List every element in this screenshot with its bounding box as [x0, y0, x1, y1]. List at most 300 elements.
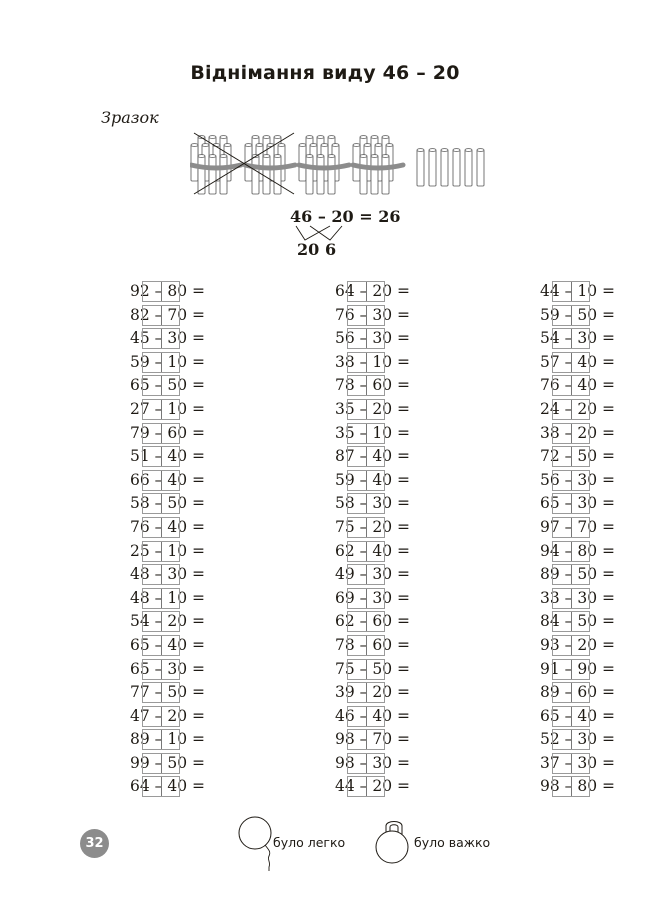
- answer-cell-tens[interactable]: [143, 565, 161, 584]
- answer-cell-tens[interactable]: [553, 565, 571, 584]
- answer-cell-ones[interactable]: [366, 754, 385, 773]
- answer-cell-tens[interactable]: [348, 353, 366, 372]
- answer-cell-tens[interactable]: [143, 777, 161, 796]
- exercise-expression: 62 – 40 =: [335, 541, 410, 560]
- sample-equation: 46 – 20 = 26: [290, 207, 401, 226]
- answer-cell-ones[interactable]: [571, 329, 590, 348]
- answer-boxes[interactable]: [142, 399, 180, 420]
- answer-cell-tens[interactable]: [143, 494, 161, 513]
- hard-label: було важко: [414, 835, 491, 850]
- answer-cell-ones[interactable]: [161, 542, 180, 561]
- answer-cell-ones[interactable]: [571, 306, 590, 325]
- exercise-expression: 44 – 20 =: [335, 777, 410, 796]
- answer-boxes[interactable]: [347, 753, 385, 774]
- answer-cell-tens[interactable]: [553, 471, 571, 490]
- answer-cell-tens[interactable]: [553, 754, 571, 773]
- answer-cell-tens[interactable]: [553, 494, 571, 513]
- answer-cell-ones[interactable]: [571, 777, 590, 796]
- exercise-expression: 76 – 40 =: [540, 376, 615, 395]
- answer-boxes[interactable]: [347, 281, 385, 302]
- answer-cell-ones[interactable]: [161, 707, 180, 726]
- answer-boxes[interactable]: [142, 706, 180, 727]
- exercise-row: [262, 564, 462, 588]
- balloon-icon[interactable]: [238, 815, 278, 879]
- answer-cell-ones[interactable]: [571, 400, 590, 419]
- answer-cell-tens[interactable]: [348, 494, 366, 513]
- exercise-column-2: [262, 281, 462, 800]
- answer-boxes[interactable]: [552, 446, 590, 467]
- answer-cell-ones[interactable]: [366, 329, 385, 348]
- exercise-expression: 56 – 30 =: [540, 470, 615, 489]
- answer-boxes[interactable]: [142, 611, 180, 632]
- answer-cell-tens[interactable]: [143, 376, 161, 395]
- page-title: Віднімання виду 46 – 20: [190, 62, 460, 84]
- single-stick: [429, 149, 436, 186]
- answer-boxes[interactable]: [347, 706, 385, 727]
- answer-cell-tens[interactable]: [143, 589, 161, 608]
- exercise-row: [57, 776, 257, 800]
- answer-cell-ones[interactable]: [571, 282, 590, 301]
- answer-cell-ones[interactable]: [366, 777, 385, 796]
- answer-cell-ones[interactable]: [366, 400, 385, 419]
- answer-boxes[interactable]: [347, 611, 385, 632]
- exercise-expression: 58 – 30 =: [335, 494, 410, 513]
- answer-cell-tens[interactable]: [143, 542, 161, 561]
- bundle-of-ten: [191, 136, 241, 194]
- exercise-row: [262, 611, 462, 635]
- exercise-row: [57, 446, 257, 470]
- answer-cell-ones[interactable]: [161, 683, 180, 702]
- answer-cell-ones[interactable]: [366, 612, 385, 631]
- answer-boxes[interactable]: [142, 328, 180, 349]
- exercise-expression: 84 – 50 =: [540, 612, 615, 631]
- answer-boxes[interactable]: [142, 588, 180, 609]
- answer-cell-ones[interactable]: [366, 306, 385, 325]
- answer-cell-tens[interactable]: [143, 730, 161, 749]
- exercise-expression: 49 – 30 =: [335, 565, 410, 584]
- exercise-row: [57, 305, 257, 329]
- answer-cell-ones[interactable]: [366, 636, 385, 655]
- answer-cell-tens[interactable]: [143, 282, 161, 301]
- answer-cell-ones[interactable]: [161, 730, 180, 749]
- exercise-expression: 24 – 20 =: [540, 399, 615, 418]
- answer-cell-tens[interactable]: [553, 353, 571, 372]
- answer-cell-tens[interactable]: [143, 471, 161, 490]
- answer-cell-tens[interactable]: [348, 730, 366, 749]
- answer-cell-tens[interactable]: [348, 400, 366, 419]
- answer-boxes[interactable]: [142, 564, 180, 585]
- answer-boxes[interactable]: [347, 635, 385, 656]
- answer-boxes[interactable]: [552, 517, 590, 538]
- exercise-row: [262, 493, 462, 517]
- answer-cell-tens[interactable]: [553, 730, 571, 749]
- answer-boxes[interactable]: [347, 352, 385, 373]
- exercise-expression: 51 – 40 =: [130, 447, 205, 466]
- answer-cell-ones[interactable]: [161, 282, 180, 301]
- answer-cell-tens[interactable]: [348, 754, 366, 773]
- answer-cell-tens[interactable]: [553, 589, 571, 608]
- answer-cell-ones[interactable]: [571, 612, 590, 631]
- answer-cell-ones[interactable]: [571, 565, 590, 584]
- answer-boxes[interactable]: [552, 541, 590, 562]
- exercise-row: [57, 541, 257, 565]
- answer-cell-ones[interactable]: [571, 424, 590, 443]
- answer-cell-ones[interactable]: [571, 494, 590, 513]
- answer-boxes[interactable]: [552, 611, 590, 632]
- answer-cell-tens[interactable]: [348, 329, 366, 348]
- answer-boxes[interactable]: [347, 588, 385, 609]
- answer-cell-tens[interactable]: [348, 612, 366, 631]
- answer-cell-tens[interactable]: [553, 542, 571, 561]
- exercise-column-1: [57, 281, 257, 800]
- exercise-expression: 59 – 10 =: [130, 352, 205, 371]
- exercise-row: [57, 729, 257, 753]
- answer-cell-tens[interactable]: [348, 636, 366, 655]
- answer-boxes[interactable]: [552, 493, 590, 514]
- answer-cell-ones[interactable]: [161, 518, 180, 537]
- answer-cell-tens[interactable]: [348, 707, 366, 726]
- answer-boxes[interactable]: [552, 281, 590, 302]
- answer-cell-ones[interactable]: [571, 707, 590, 726]
- answer-boxes[interactable]: [347, 776, 385, 797]
- answer-cell-tens[interactable]: [348, 447, 366, 466]
- answer-boxes[interactable]: [347, 659, 385, 680]
- answer-boxes[interactable]: [347, 682, 385, 703]
- exercise-expression: 45 – 30 =: [130, 329, 205, 348]
- answer-cell-ones[interactable]: [366, 282, 385, 301]
- exercise-expression: 93 – 20 =: [540, 635, 615, 654]
- answer-cell-ones[interactable]: [366, 447, 385, 466]
- answer-cell-ones[interactable]: [366, 730, 385, 749]
- answer-cell-tens[interactable]: [348, 660, 366, 679]
- answer-boxes[interactable]: [552, 375, 590, 396]
- exercise-expression: 47 – 20 =: [130, 706, 205, 725]
- answer-cell-tens[interactable]: [553, 612, 571, 631]
- exercise-column-3: [467, 281, 650, 800]
- answer-cell-tens[interactable]: [348, 282, 366, 301]
- exercise-row: [57, 399, 257, 423]
- answer-cell-tens[interactable]: [143, 329, 161, 348]
- exercise-expression: 38 – 10 =: [335, 352, 410, 371]
- answer-cell-ones[interactable]: [571, 542, 590, 561]
- exercise-row: [467, 517, 650, 541]
- answer-cell-ones[interactable]: [366, 707, 385, 726]
- answer-boxes[interactable]: [142, 541, 180, 562]
- exercise-row: [57, 611, 257, 635]
- split-part-tens: 20: [297, 240, 320, 259]
- answer-cell-ones[interactable]: [161, 424, 180, 443]
- answer-cell-tens[interactable]: [553, 636, 571, 655]
- answer-cell-tens[interactable]: [553, 518, 571, 537]
- answer-boxes[interactable]: [347, 423, 385, 444]
- answer-cell-tens[interactable]: [348, 777, 366, 796]
- exercise-expression: 72 – 50 =: [540, 447, 615, 466]
- answer-cell-tens[interactable]: [143, 683, 161, 702]
- exercise-row: [57, 659, 257, 683]
- exercise-expression: 25 – 10 =: [130, 541, 205, 560]
- exercise-row: [262, 423, 462, 447]
- exercise-expression: 46 – 40 =: [335, 706, 410, 725]
- exercise-expression: 75 – 20 =: [335, 517, 410, 536]
- answer-cell-ones[interactable]: [161, 471, 180, 490]
- answer-cell-ones[interactable]: [366, 471, 385, 490]
- answer-boxes[interactable]: [347, 517, 385, 538]
- exercise-expression: 76 – 30 =: [335, 305, 410, 324]
- exercise-expression: 65 – 40 =: [540, 706, 615, 725]
- answer-cell-tens[interactable]: [348, 306, 366, 325]
- answer-boxes[interactable]: [142, 375, 180, 396]
- exercise-expression: 89 – 60 =: [540, 683, 615, 702]
- answer-cell-ones[interactable]: [366, 353, 385, 372]
- answer-boxes[interactable]: [142, 493, 180, 514]
- sticks-illustration: [190, 130, 500, 195]
- answer-boxes[interactable]: [552, 659, 590, 680]
- answer-cell-ones[interactable]: [571, 730, 590, 749]
- answer-cell-ones[interactable]: [571, 353, 590, 372]
- answer-cell-ones[interactable]: [161, 447, 180, 466]
- exercise-row: [467, 729, 650, 753]
- exercise-row: [262, 352, 462, 376]
- exercise-row: [467, 352, 650, 376]
- answer-boxes[interactable]: [552, 399, 590, 420]
- answer-boxes[interactable]: [552, 423, 590, 444]
- answer-cell-ones[interactable]: [161, 636, 180, 655]
- answer-cell-ones[interactable]: [161, 329, 180, 348]
- exercise-row: [262, 729, 462, 753]
- exercise-row: [262, 328, 462, 352]
- answer-boxes[interactable]: [142, 659, 180, 680]
- answer-cell-tens[interactable]: [348, 518, 366, 537]
- exercise-row: [262, 588, 462, 612]
- answer-cell-tens[interactable]: [553, 306, 571, 325]
- answer-boxes[interactable]: [552, 635, 590, 656]
- exercise-row: [262, 281, 462, 305]
- exercise-expression: 56 – 30 =: [335, 329, 410, 348]
- exercise-expression: 65 – 50 =: [130, 376, 205, 395]
- answer-boxes[interactable]: [552, 564, 590, 585]
- exercise-row: [57, 352, 257, 376]
- answer-cell-ones[interactable]: [161, 777, 180, 796]
- exercise-row: [467, 446, 650, 470]
- exercise-row: [467, 588, 650, 612]
- answer-boxes[interactable]: [347, 375, 385, 396]
- answer-cell-ones[interactable]: [161, 306, 180, 325]
- answer-cell-ones[interactable]: [366, 565, 385, 584]
- exercise-expression: 78 – 60 =: [335, 635, 410, 654]
- easy-label: було легко: [273, 835, 346, 850]
- answer-cell-tens[interactable]: [553, 683, 571, 702]
- answer-cell-ones[interactable]: [161, 353, 180, 372]
- answer-cell-ones[interactable]: [366, 518, 385, 537]
- answer-cell-tens[interactable]: [348, 589, 366, 608]
- answer-cell-ones[interactable]: [366, 424, 385, 443]
- exercise-row: [57, 588, 257, 612]
- exercise-expression: 77 – 50 =: [130, 683, 205, 702]
- exercise-expression: 38 – 20 =: [540, 423, 615, 442]
- answer-cell-tens[interactable]: [348, 565, 366, 584]
- answer-cell-tens[interactable]: [143, 660, 161, 679]
- answer-cell-tens[interactable]: [143, 636, 161, 655]
- answer-cell-tens[interactable]: [143, 447, 161, 466]
- answer-boxes[interactable]: [347, 564, 385, 585]
- answer-boxes[interactable]: [142, 682, 180, 703]
- answer-boxes[interactable]: [347, 446, 385, 467]
- answer-cell-ones[interactable]: [571, 447, 590, 466]
- exercise-row: [57, 375, 257, 399]
- exercise-expression: 82 – 70 =: [130, 305, 205, 324]
- answer-boxes[interactable]: [347, 328, 385, 349]
- answer-cell-ones[interactable]: [366, 376, 385, 395]
- exercise-row: [467, 635, 650, 659]
- answer-cell-ones[interactable]: [161, 754, 180, 773]
- answer-cell-ones[interactable]: [571, 754, 590, 773]
- answer-boxes[interactable]: [552, 305, 590, 326]
- exercise-expression: 33 – 30 =: [540, 588, 615, 607]
- answer-cell-ones[interactable]: [161, 660, 180, 679]
- answer-cell-ones[interactable]: [571, 589, 590, 608]
- exercise-expression: 89 – 50 =: [540, 565, 615, 584]
- answer-cell-ones[interactable]: [366, 494, 385, 513]
- answer-cell-ones[interactable]: [161, 589, 180, 608]
- answer-cell-ones[interactable]: [161, 494, 180, 513]
- answer-boxes[interactable]: [142, 281, 180, 302]
- answer-boxes[interactable]: [347, 541, 385, 562]
- answer-boxes[interactable]: [142, 635, 180, 656]
- answer-cell-ones[interactable]: [571, 376, 590, 395]
- exercise-row: [467, 611, 650, 635]
- sample-label: Зразок: [101, 108, 159, 127]
- answer-cell-ones[interactable]: [366, 660, 385, 679]
- answer-cell-ones[interactable]: [161, 612, 180, 631]
- exercise-expression: 59 – 50 =: [540, 305, 615, 324]
- exercise-expression: 39 – 20 =: [335, 683, 410, 702]
- answer-cell-ones[interactable]: [161, 400, 180, 419]
- answer-boxes[interactable]: [552, 470, 590, 491]
- kettlebell-icon[interactable]: [373, 818, 415, 866]
- answer-boxes[interactable]: [347, 729, 385, 750]
- answer-boxes[interactable]: [347, 470, 385, 491]
- answer-cell-tens[interactable]: [143, 707, 161, 726]
- exercise-row: [467, 399, 650, 423]
- exercise-row: [467, 776, 650, 800]
- exercise-row: [467, 682, 650, 706]
- answer-cell-ones[interactable]: [571, 636, 590, 655]
- answer-cell-tens[interactable]: [553, 282, 571, 301]
- exercise-row: [262, 706, 462, 730]
- exercise-row: [57, 682, 257, 706]
- answer-boxes[interactable]: [142, 470, 180, 491]
- answer-boxes[interactable]: [142, 753, 180, 774]
- exercise-expression: 78 – 60 =: [335, 376, 410, 395]
- answer-boxes[interactable]: [552, 328, 590, 349]
- exercise-expression: 64 – 40 =: [130, 777, 205, 796]
- answer-cell-tens[interactable]: [348, 683, 366, 702]
- exercise-row: [57, 753, 257, 777]
- answer-boxes[interactable]: [552, 729, 590, 750]
- exercise-expression: 64 – 20 =: [335, 282, 410, 300]
- answer-cell-tens[interactable]: [553, 707, 571, 726]
- exercise-expression: 89 – 10 =: [130, 730, 205, 749]
- answer-boxes[interactable]: [347, 493, 385, 514]
- answer-boxes[interactable]: [552, 588, 590, 609]
- answer-cell-ones[interactable]: [161, 565, 180, 584]
- exercise-row: [57, 706, 257, 730]
- answer-cell-tens[interactable]: [143, 424, 161, 443]
- exercise-expression: 76 – 40 =: [130, 517, 205, 536]
- exercise-expression: 98 – 70 =: [335, 730, 410, 749]
- answer-boxes[interactable]: [552, 776, 590, 797]
- answer-cell-tens[interactable]: [143, 353, 161, 372]
- exercise-row: [57, 328, 257, 352]
- answer-boxes[interactable]: [142, 352, 180, 373]
- exercise-expression: 65 – 30 =: [130, 659, 205, 678]
- exercise-expression: 87 – 40 =: [335, 447, 410, 466]
- answer-cell-tens[interactable]: [553, 424, 571, 443]
- exercise-expression: 92 – 80 =: [130, 282, 205, 300]
- answer-cell-ones[interactable]: [366, 589, 385, 608]
- answer-boxes[interactable]: [347, 399, 385, 420]
- answer-cell-tens[interactable]: [348, 542, 366, 561]
- exercise-row: [467, 753, 650, 777]
- answer-boxes[interactable]: [142, 729, 180, 750]
- answer-cell-tens[interactable]: [553, 660, 571, 679]
- exercise-row: [57, 517, 257, 541]
- answer-cell-tens[interactable]: [143, 612, 161, 631]
- exercise-row: [262, 446, 462, 470]
- exercise-row: [467, 328, 650, 352]
- answer-cell-tens[interactable]: [143, 518, 161, 537]
- answer-cell-ones[interactable]: [366, 542, 385, 561]
- answer-boxes[interactable]: [552, 753, 590, 774]
- answer-cell-tens[interactable]: [553, 376, 571, 395]
- exercise-expression: 94 – 80 =: [540, 541, 615, 560]
- answer-cell-tens[interactable]: [553, 329, 571, 348]
- exercise-row: [467, 564, 650, 588]
- answer-cell-ones[interactable]: [571, 683, 590, 702]
- answer-cell-tens[interactable]: [143, 306, 161, 325]
- exercise-row: [467, 305, 650, 329]
- answer-boxes[interactable]: [552, 352, 590, 373]
- answer-boxes[interactable]: [552, 682, 590, 703]
- exercise-row: [262, 682, 462, 706]
- answer-cell-tens[interactable]: [143, 400, 161, 419]
- answer-boxes[interactable]: [142, 305, 180, 326]
- answer-cell-tens[interactable]: [143, 754, 161, 773]
- single-stick: [417, 149, 424, 186]
- answer-boxes[interactable]: [142, 423, 180, 444]
- answer-boxes[interactable]: [347, 305, 385, 326]
- answer-cell-ones[interactable]: [571, 471, 590, 490]
- answer-cell-tens[interactable]: [348, 424, 366, 443]
- answer-cell-tens[interactable]: [553, 447, 571, 466]
- answer-cell-tens[interactable]: [348, 376, 366, 395]
- exercise-expression: 44 – 10 =: [540, 282, 615, 300]
- answer-cell-tens[interactable]: [348, 471, 366, 490]
- answer-boxes[interactable]: [142, 446, 180, 467]
- answer-cell-ones[interactable]: [161, 376, 180, 395]
- answer-cell-tens[interactable]: [553, 400, 571, 419]
- answer-boxes[interactable]: [142, 776, 180, 797]
- exercise-expression: 69 – 30 =: [335, 588, 410, 607]
- answer-cell-tens[interactable]: [553, 777, 571, 796]
- answer-cell-ones[interactable]: [571, 518, 590, 537]
- answer-boxes[interactable]: [142, 517, 180, 538]
- exercise-expression: 35 – 20 =: [335, 399, 410, 418]
- answer-cell-ones[interactable]: [571, 660, 590, 679]
- answer-cell-ones[interactable]: [366, 683, 385, 702]
- answer-boxes[interactable]: [552, 706, 590, 727]
- exercise-expression: 48 – 10 =: [130, 588, 205, 607]
